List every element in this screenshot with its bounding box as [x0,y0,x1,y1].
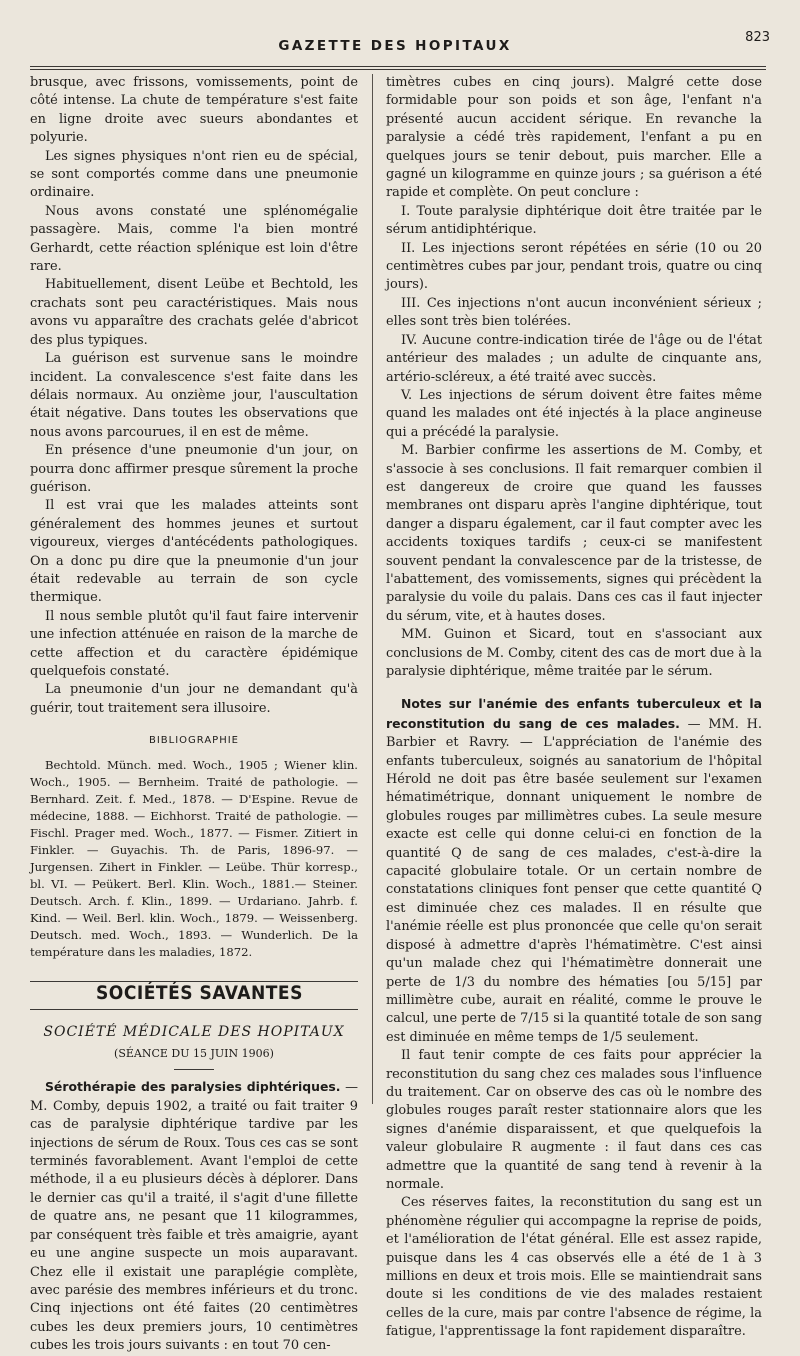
notes-text: — L'appréciation de l'anémie des enfants tuberculeux, soignés au sanatorium de l'hôpital Hérold ne doit pas être basée seulement sur l'examen hématimétrique, donnant uniquement le nombre de globules rouges par millimètres cubes. La seule mesure exacte est celle qui donne celui-ci en fonction de la quantité Q de sang de ces malades, c'est-à-dire la capacité globulaire totale. Or un certain nombre de constatations cliniques font penser que cette quantité Q est diminuée chez ces malades. Il en résulte que l'anémie réelle est plus prononcée que celle qu'on serait disposé à admettre d'après l'hématimètre. C'est ainsi qu'un malade chez qui l'hématimètre donnerait une perte de 1/3 du nombre des hématies [ou 5/15] par millimètre cube, aurait en réalité, comme le prouve le calcul, une perte de 7/15 si la quantité totale de son sang est diminuée en même temps de 1/5 seulement. [386,735,762,1045]
session-date: (SÉANCE DU 15 JUIN 1906) [114,1047,274,1061]
paragraph: En présence d'une pneumonie d'un jour, on pourra donc affirmer presque sûrement la proche guérison. [30,443,358,495]
conclusion-item: III. Ces injections n'ont aucun inconvénient sérieux ; elles sont très bien tolérées. [386,295,762,330]
section-title: SOCIÉTÉS SAVANTES [96,981,303,1004]
spacer [386,681,762,695]
bibliography-text: Bechtold. Münch. med. Woch., 1905 ; Wiener klin. Woch., 1905. — Bernheim. Traité de pathologie. — Bernhard. Zeit. f. Med., 1878. — D'Espine. Revue de médecine, 1888. — Eichhorst. Traité de pathologie. — Fischl. Prager med. Woch., 1877. — Fismer. Zitiert in Finkler. — Guyachis. Th. de Paris, 1896-97. — Jurgensen. Zihert in Finkler. — Leübe. Thür korresp., bl. VI. — Peükert. Berl. Klin. Woch., 1881.— Steiner. Deutsch. Arch. f. Klin., 1899. — Urdariano. Jahrb. f. Kind. — Weil. Berl. klin. Woch., 1879. — Weissenberg. Deutsch. med. Woch., 1893. — Wunderlich. De la température dans les maladies, 1872. [30,757,358,959]
conclusion-item: IV. Aucune contre-indication tirée de l'âge ou de l'état antérieur des malades ; un adulte de cinquante ans, artério-scléreux, a été traité avec succès. [386,332,762,385]
paragraph: timètres cubes en cinq jours). Malgré cette dose formidable pour son poids et son âge, l'enfant n'a présenté aucun accident sérique. En revanche la paralysie a cédé très rapidement, l'enfant a pu en quelques jours se tenir debout, puis marcher. Elle a gagné un kilogramme en quinze jours ; sa guérison a été rapide et complète. On peut conclure : [386,75,762,201]
conclusion-item: V. Les injections de sérum doivent être faites même quand les malades ont été injectés à la place angineuse qui a précédé la paralysie. [386,387,762,440]
article-paragraph [30,1078,358,1355]
paragraph: Nous avons constaté une splénomégalie passagère. Mais, comme l'a bien montré Gerhardt, cette réaction splénique est loin d'être rare. [30,203,358,275]
notes-heading: Notes sur l'anémie des enfants tuberculeux et la reconstitution du sang de ces malades. [386,696,762,731]
article-author: — M. Comby, [30,1080,358,1114]
paragraph: M. Barbier confirme les assertions de M. Comby, et s'associe à ses conclusions. Il fait remarquer combien il est dangereux de croire que quand les fausses membranes ont disparu après l'angine diphtérique, tout danger a disparu également, car il faut compter avec les accidents toxiques tardifs ; ceux-ci se manifestent souvent pendant la convalescence par de la tristesse, de l'abattement, des vomissements, signes qui précèdent la paralysie du voile du palais. Dans ces cas il faut injecter du sérum, vite, et à hautes doses. [386,443,762,624]
page-number: 823 [745,30,770,45]
running-head [20,30,770,60]
paragraph: MM. Guinon et Sicard, tout en s'associant aux conclusions de M. Comby, citent des cas de mort due à la paralysie diphtérique, même traitée par le sérum. [386,627,762,679]
paragraph: Il nous semble plutôt qu'il faut faire intervenir une infection atténuée en raison de la marche de cette affection et du caractère épidémique quelquefois constaté. [30,608,358,679]
section-banner [30,977,358,1013]
article-text: depuis 1902, a traité ou fait traiter 9 cas de paralysie diphtérique tardive par les injections de sérum de Roux. Tous ces cas se sont terminés favorablement. Avant l'emploi de cette méthode, il a eu plusieurs décès à déplorer. Dans le dernier cas qu'il a traité, il s'agit d'une fillette de quatre ans, ne pesant que 11 kilogrammes, par conséquent très faible et très amaigrie, ayant eu une angine suspecte un mois auparavant. Chez elle il existait une paraplégie complète, avec parésie des membres inférieurs et du tronc. Cinq injections ont été faites (20 centimètres cubes les deux premiers jours, 10 centimètres cubes les trois jours suivants : en tout 70 cen- [30,1098,358,1354]
left-column [30,74,358,1356]
section-rule-bottom [30,1009,358,1010]
paragraph: Les signes physiques n'ont rien eu de spécial, se sont comportés comme dans une pneumonie ordinaire. [30,148,358,201]
header-rule-secondary [30,69,766,70]
conclusion-item: II. Les injections seront répétées en série (10 ou 20 centimètres cubes par jour, pendant trois, quatre ou cinq jours). [386,240,762,293]
column-divider [372,74,373,1104]
paragraph: Habituellement, disent Leübe et Bechtold, les crachats sont peu caractéristiques. Mais nous avons vu apparaître des crachats gelée d'abricot des plus typiques. [30,277,358,348]
bibliography-heading: BIBLIOGRAPHIE [148,735,239,747]
paragraph: Il est vrai que les malades atteints sont généralement des hommes jeunes et surtout vigoureux, vierges d'antécédents pathologiques. On a donc pu dire que la pneumonie d'un jour était redevable au terrain de son cycle thermique. [30,498,358,606]
short-divider [174,1069,214,1070]
article-heading: Sérothérapie des paralysies diphtériques. [45,1079,341,1095]
notes-paragraph [386,695,762,1047]
paragraph: La pneumonie d'un jour ne demandant qu'à guérir, tout traitement sera illusoire. [30,682,358,716]
paragraph: Ces réserves faites, la reconstitution du sang est un phénomène régulier qui accompagne la reprise de poids, et l'amélioration de l'état général. Elle est assez rapide, puisque dans les 4 cas observés elle a été de 1 à 3 millions en deux et trois mois. Elle se maintiendrait sans doute si les conditions de vie des malades restaient celles de la cure, mais par contre l'absence de régime, la fatigue, l'apprentissage la font rapidement disparaître. [386,1195,762,1340]
journal-title: GAZETTE DES HOPITAUX [278,38,512,54]
society-title: SOCIÉTÉ MÉDICALE DES HOPITAUX [43,1023,345,1040]
notes-authors: — MM. H. Barbier et Ravry. [386,716,762,751]
right-column [386,74,762,1342]
paragraph: Il faut tenir compte de ces faits pour apprécier la reconstitution du sang chez ces malades sous l'influence du traitement. Car on observe des cas où le nombre des globules rouges paraît rester stationnaire alors que les signes d'anémie disparaissent, et que quelquefois la valeur globulaire R augmente : il faut dans ces cas admettre que la quantité de sang tend à revenir à la normale. [386,1048,762,1192]
header-rule [30,66,766,67]
paragraph: brusque, avec frissons, vomissements, point de côté intense. La chute de température s'est faite en ligne droite avec sueurs abondantes et polyurie. [30,75,358,146]
paragraph: La guérison est survenue sans le moindre incident. La convalescence s'est faite dans les délais normaux. Au onzième jour, l'auscultation était négative. Dans toutes les observations que nous avons parcourues, il en est de même. [30,351,358,440]
conclusion-item: I. Toute paralysie diphtérique doit être traitée par le sérum antidiphtérique. [386,203,762,238]
